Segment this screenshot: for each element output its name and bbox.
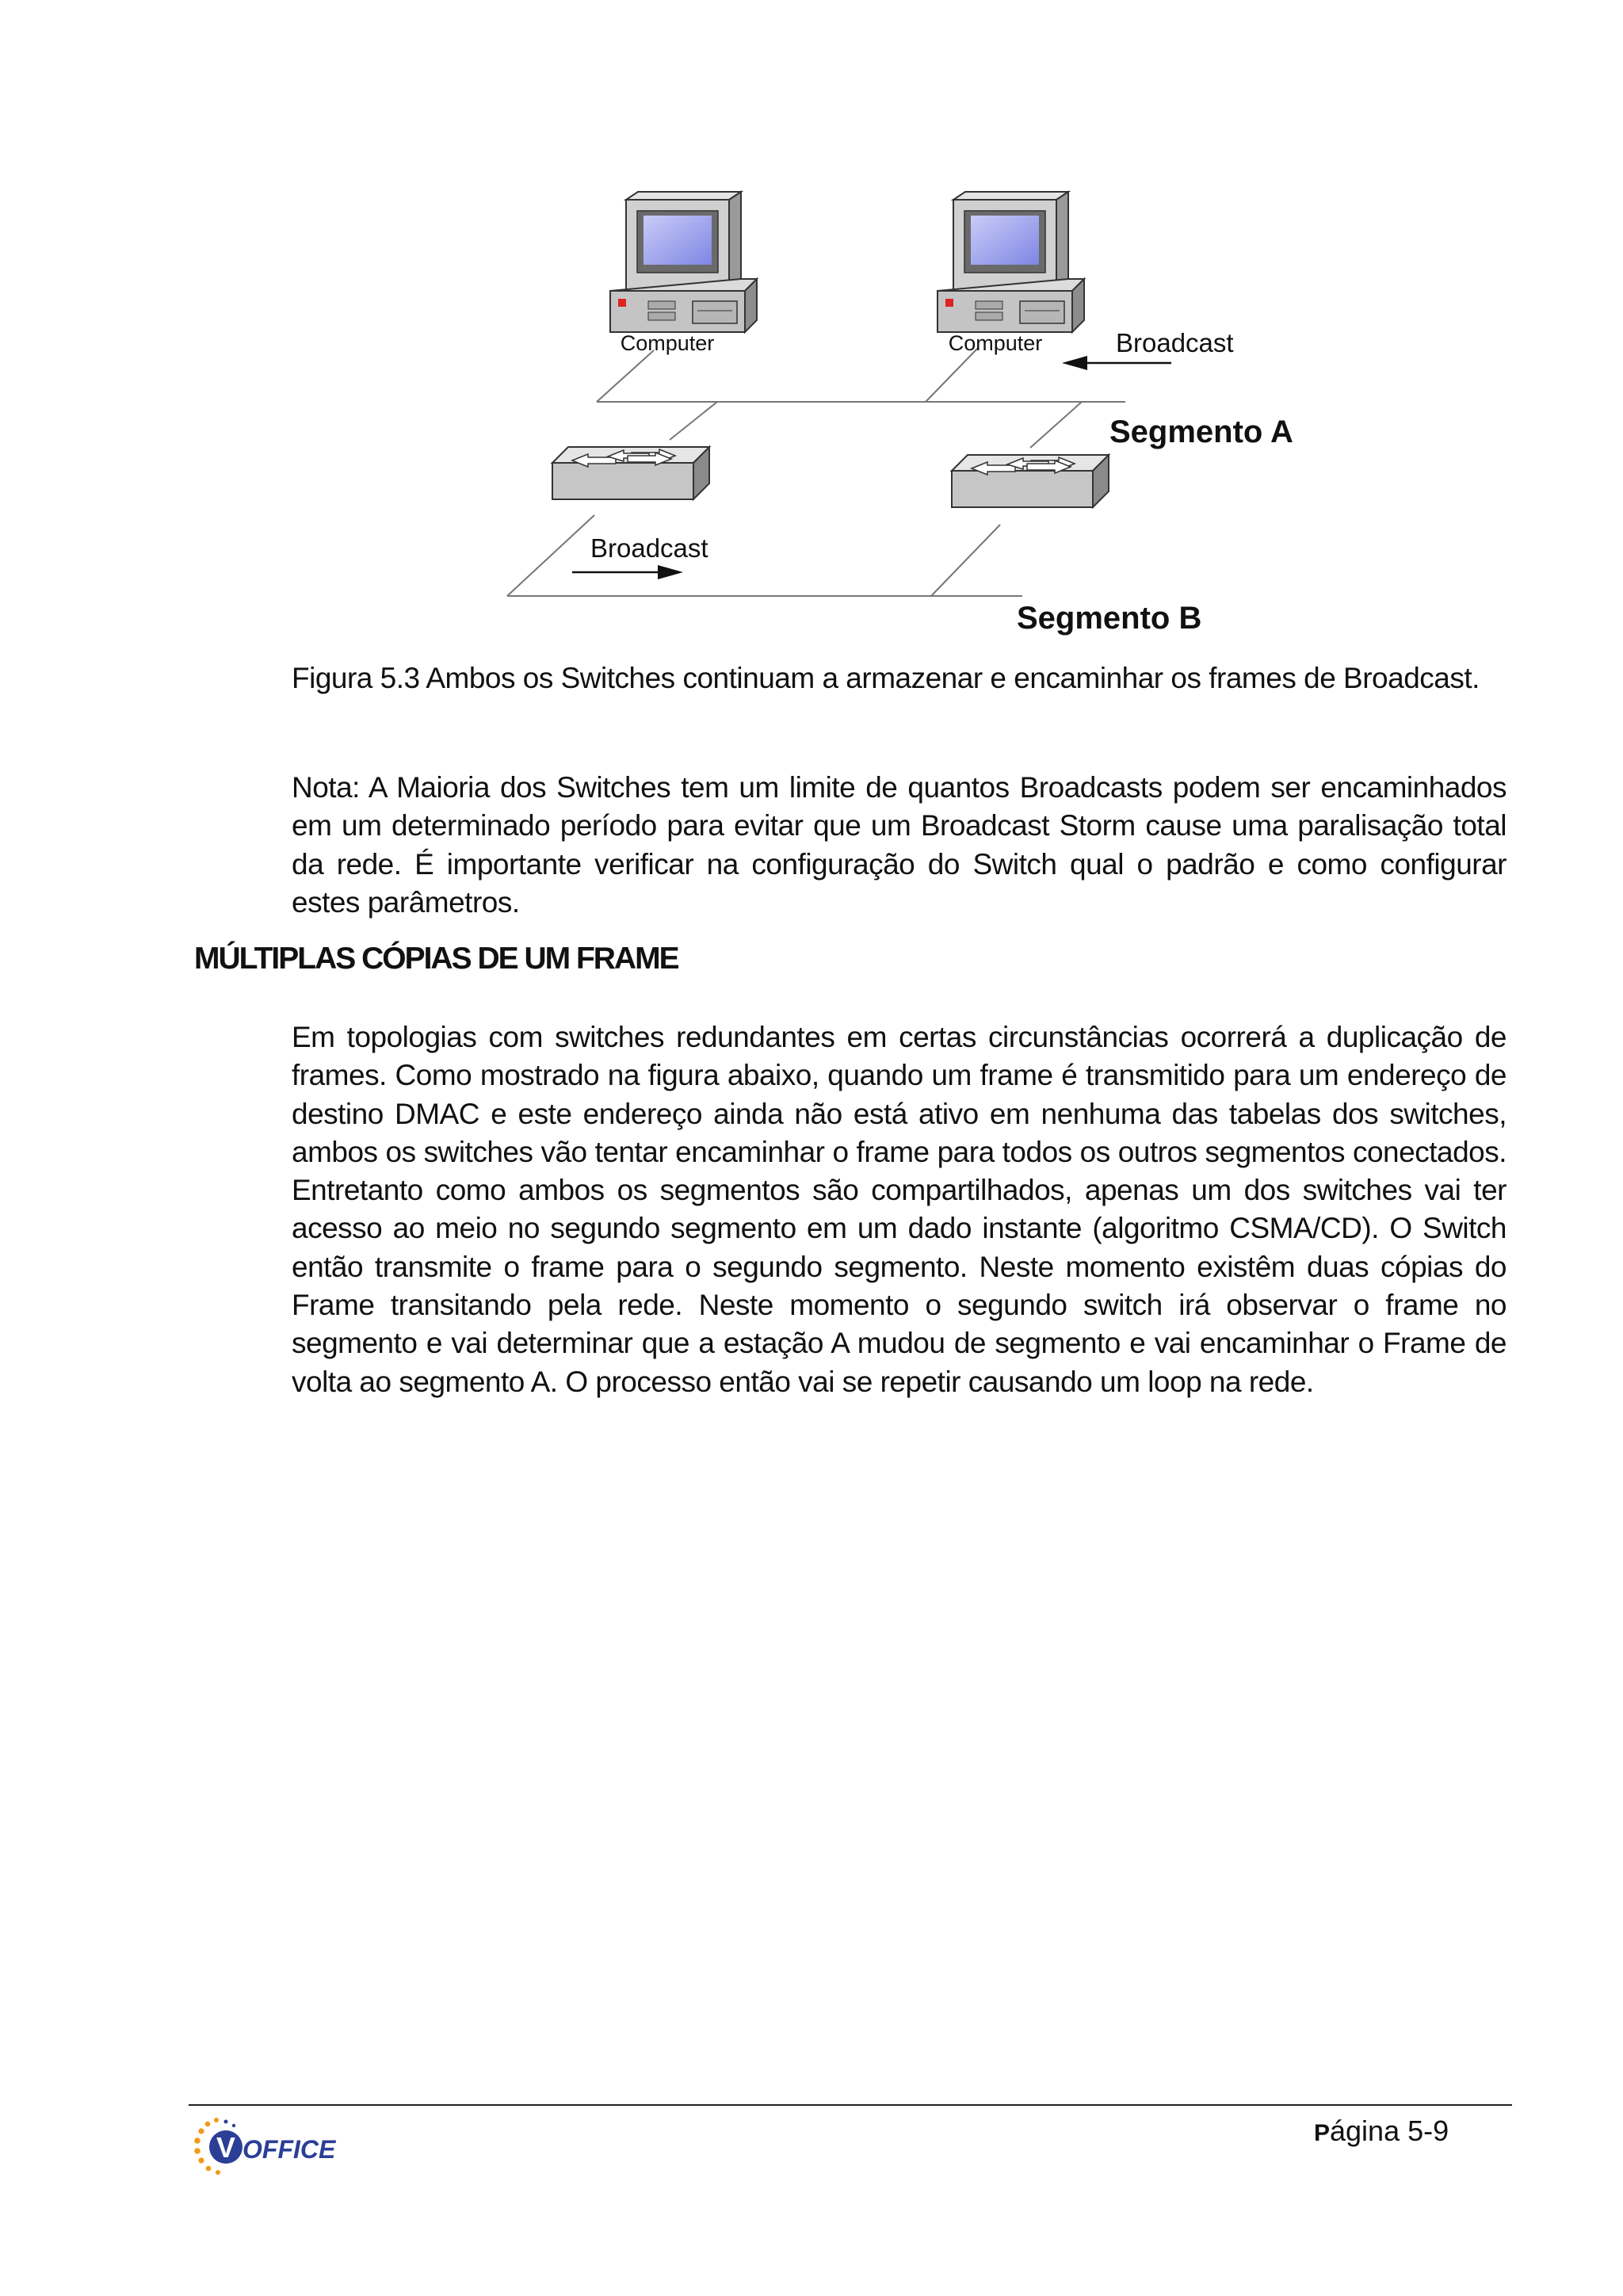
section-heading: MÚLTIPLAS CÓPIAS DE UM FRAME bbox=[194, 942, 678, 976]
arrow-left-icon bbox=[1062, 356, 1171, 370]
logo-letter: V bbox=[216, 2131, 236, 2164]
network-diagram bbox=[475, 174, 1347, 666]
logo-text: OFFICE bbox=[242, 2135, 336, 2164]
body-paragraph: Em topologias com switches redundantes em certas circunstâncias ocorrerá a duplicação de frames. Como mostrado na figura abaixo, quando um frame é transmitido para um endereço de destino DMAC e este endereço ainda não está ativo em nenhuma das tabelas dos switches, ambos os switches vão tentar encaminhar o frame para todos os outros segmentos conectados. Entretanto como ambos os segmentos são compartilhados, apenas um dos switches vai ter acesso ao meio no segundo segmento em um dado instante (algoritmo CSMA/CD). O Switch então transmite o frame para o segundo segmento. Neste momento existêm duas cópias do Frame transitando pela rede. Neste momento o segundo switch irá observar o frame no segmento e vai determinar que a estação A mudou de segmento e vai encaminhar o Frame de volta ao segmento A. O processo então vai se repetir causando um loop na rede. bbox=[292, 1021, 1507, 1398]
footer-divider bbox=[189, 2104, 1512, 2106]
broadcast-label-bottom: Broadcast bbox=[590, 533, 708, 563]
segment-b-label: Segmento B bbox=[1017, 601, 1202, 636]
figure-caption: Figura 5.3 Ambos os Switches continuam a armazenar e encaminhar os frames de Broadcast. bbox=[292, 662, 1480, 694]
computer-icon bbox=[938, 192, 1084, 332]
arrow-right-icon bbox=[572, 565, 683, 579]
page-number: Página 5-9 bbox=[1314, 2115, 1449, 2147]
computer-label: Computer bbox=[948, 331, 1043, 355]
segment-a-label: Segmento A bbox=[1109, 415, 1293, 449]
broadcast-label-top: Broadcast bbox=[1116, 328, 1234, 357]
note-paragraph: Nota: A Maioria dos Switches tem um limite de quantos Broadcasts podem ser encaminhados em um determinado período para evitar que um Broadcast Storm cause uma paralisação total da rede. É importante verificar na configuração do Switch qual o padrão e como configurar estes parâmetros. bbox=[292, 771, 1507, 919]
switch-icon bbox=[952, 455, 1109, 507]
computer-icon bbox=[610, 192, 757, 332]
vooffice-logo bbox=[190, 2112, 365, 2183]
computer-label: Computer bbox=[620, 331, 715, 355]
switch-icon bbox=[552, 447, 709, 499]
